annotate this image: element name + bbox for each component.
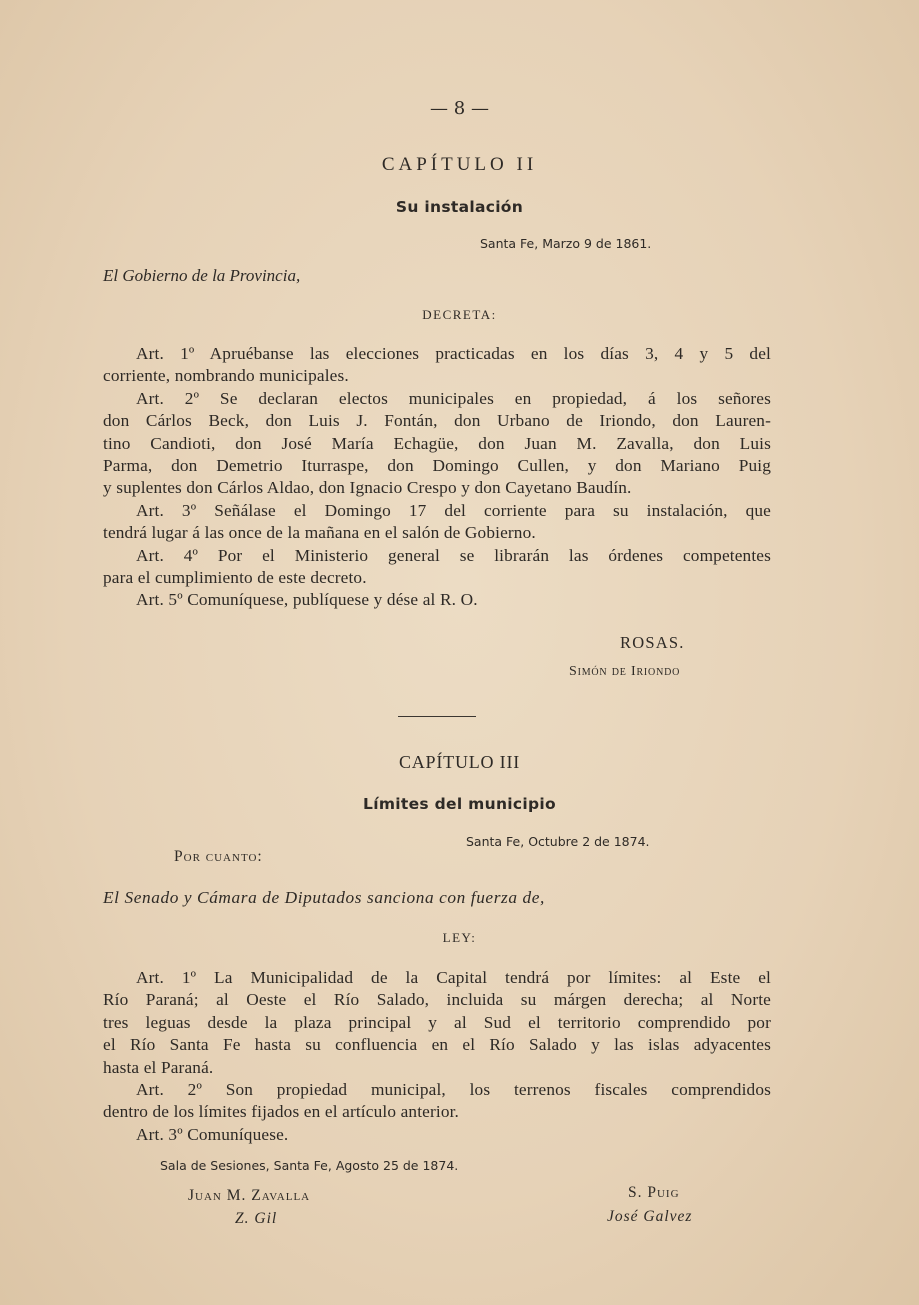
text-line: Art. 3º Comuníquese. [136,1124,289,1144]
text-line: hasta el Paraná. [103,1057,214,1077]
chapter-ii-dateline: Santa Fe, Marzo 9 de 1861. [480,236,652,251]
signature-left-1: Juan M. Zavalla [188,1187,311,1204]
text-line: Art. 1º Apruébanse las elecciones practicadas en los días 3, 4 y 5 del [136,344,771,363]
text-line: corriente, nombrando municipales. [103,366,349,386]
text-line: Art. 4º Por el Ministerio general se librarán las órdenes competentes [136,545,771,565]
chapter-ii-title: CAPÍTULO II [381,154,538,175]
signature-right-2: José Galvez [607,1208,693,1225]
text-line: Art. 2º Son propiedad municipal, los terrenos fiscales comprendidos [136,1079,771,1099]
text-line: el Río Santa Fe hasta su confluencia en el Río Salado y las islas adyacentes [103,1035,771,1055]
chapter-iii-subtitle: Límites del municipio [363,795,556,813]
chapter-iii-dateline: Santa Fe, Octubre 2 de 1874. [466,834,650,849]
text-line: dentro de los límites fijados en el artículo anterior. [103,1102,460,1122]
text-line: Río Paraná; al Oeste el Río Salado, incluida su márgen derecha; al Norte [103,990,771,1010]
text-line: Parma, don Demetrio Iturraspe, don Domingo Cullen, y don Mariano Puig [103,455,771,475]
chapter-ii-signature-2: Simón de Iriondo [569,664,681,679]
chapter-iii-law-body [103,967,771,1146]
text-line: Art. 5º Comuníquese, publíquese y dése al R. O. [136,590,478,610]
text-line: don Cárlos Beck, don Luis J. Fontán, don Urbano de Iriondo, don Lauren- [103,411,771,431]
chapter-iii-law-word: LEY: [442,930,477,945]
chapter-iii-title: CAPÍTULO III [398,752,521,772]
text-line: para el cumplimiento de este decreto. [103,567,367,587]
chapter-ii-decree-body [103,343,771,612]
chapter-ii-decree-word: DECRETA: [422,307,497,322]
text-line: Art. 2º Se declaran electos municipales en propiedad, á los señores [136,388,771,408]
chapter-ii-subtitle: Su instalación [395,198,524,216]
session-line: Sala de Sesiones, Santa Fe, Agosto 25 de 1874. [160,1158,459,1173]
text-line: tres leguas desde la plaza principal y al Sud el territorio comprendido por [103,1012,771,1032]
signature-right-1: S. Puig [628,1184,680,1201]
page-number: — 8 — [430,98,489,119]
text-line: tino Candioti, don José María Echagüe, don Juan M. Zavalla, don Luis [103,433,771,453]
chapter-ii-preamble: El Gobierno de la Provincia, [103,266,301,285]
text-line: Art. 3º Señálase el Domingo 17 del corriente para su instalación, que [136,500,771,520]
chapter-iii-preamble: El Senado y Cámara de Diputados sanciona con fuerza de, [103,888,545,907]
text-line: Art. 1º La Municipalidad de la Capital tendrá por límites: al Este el [136,968,771,987]
signature-left-2: Z. Gil [235,1210,278,1227]
chapter-ii-signature-1: ROSAS. [620,633,685,652]
section-divider [398,716,476,717]
text-line: tendrá lugar á las once de la mañana en el salón de Gobierno. [103,523,536,543]
text-line: y suplentes don Cárlos Aldao, don Ignacio Crespo y don Cayetano Baudín. [103,478,632,498]
chapter-iii-por-cuanto: Por cuanto: [174,848,263,865]
